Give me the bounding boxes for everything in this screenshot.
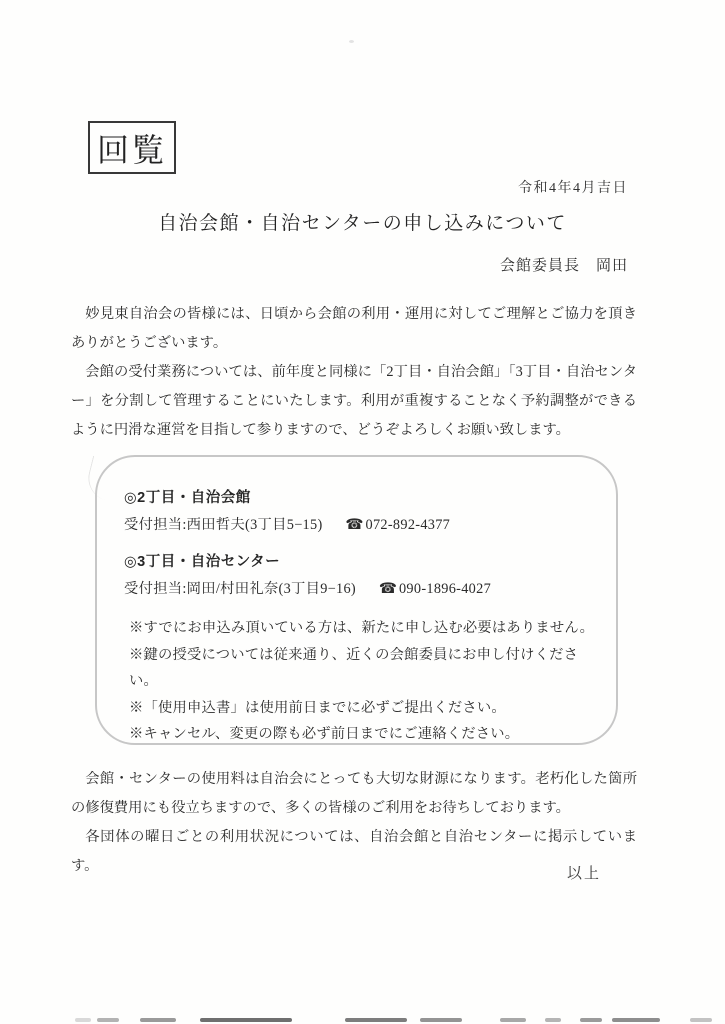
phone-entry-center (379, 581, 491, 597)
contact-info-box (95, 455, 618, 745)
contact-person-center: 受付担当:岡田/村田礼奈(3丁目9−16) (124, 581, 356, 597)
scan-artifact-band (0, 1014, 725, 1024)
document-date: 令和4年4月吉日 (518, 181, 628, 196)
phone-number-center: 090-1896-4027 (398, 581, 492, 597)
note-item: ※キャンセル、変更の際も必ず前日までにご連絡ください。 (129, 726, 520, 742)
circulation-stamp (88, 121, 176, 174)
scan-artifact-mark (97, 1018, 119, 1022)
scan-artifact-mark (140, 1018, 176, 1022)
notes-list (129, 615, 596, 748)
phone-entry-hall (345, 517, 450, 533)
phone-icon: ☎ (345, 517, 364, 533)
contact-section-hall (124, 486, 596, 534)
signature-line: 会館委員長 岡田 (499, 258, 628, 274)
note-item: ※鍵の授受については従来通り、近くの会館委員にお申し付けください。 (129, 646, 579, 689)
scan-artifact-mark (580, 1018, 602, 1022)
scan-artifact-mark (200, 1018, 292, 1022)
section-heading-center: ◎3丁目・自治センター (124, 554, 281, 570)
closing-paragraph-1: 会館・センターの使用料は自治会にとっても大切な財源になります。老朽化した箇所の修復費用にも役立ちますので、多くの皆様のご利用をお待ちしております。 (71, 771, 637, 816)
scan-artifact-mark (545, 1018, 561, 1022)
section-contact-center (124, 578, 596, 598)
intro-paragraphs (71, 300, 637, 445)
scan-artifact-mark (690, 1018, 712, 1022)
note-item: ※「使用申込書」は使用前日までに必ずご提出ください。 (129, 699, 506, 716)
intro-paragraph-2: 会館の受付業務については、前年度と同様に「2丁目・自治会館」「3丁目・自治センター」を分割して管理することにいたします。利用が重複することなく予約調整ができるように円滑な運営を目指して参りますので、どうぞよろしくお願い致します。 (71, 364, 637, 438)
end-mark: 以上 (566, 866, 601, 882)
scan-artifact-mark (612, 1018, 660, 1022)
circulation-stamp-text: 回覧 (96, 131, 167, 168)
contact-person-hall: 受付担当:西田哲夫(3丁目5−15) (124, 517, 323, 533)
note-item: ※すでにお申込み頂いている方は、新たに申し込む必要はありません。 (129, 620, 595, 636)
scan-artifact-mark (75, 1018, 91, 1022)
section-contact-hall (124, 514, 596, 534)
contact-section-center (124, 550, 596, 598)
scan-artifact-mark (500, 1018, 526, 1022)
intro-paragraph-1: 妙見東自治会の皆様には、日頃から会館の利用・運用に対してご理解とご協力を頂きありがとうございます。 (71, 306, 637, 351)
scan-speck (349, 40, 354, 43)
scan-artifact-mark (345, 1018, 407, 1022)
phone-icon: ☎ (378, 581, 397, 597)
phone-number-hall: 072-892-4377 (365, 517, 451, 533)
scan-artifact-mark (420, 1018, 462, 1022)
closing-paragraphs (71, 765, 637, 881)
section-heading-hall: ◎2丁目・自治会館 (124, 490, 251, 506)
closing-paragraph-2: 各団体の曜日ごとの利用状況については、自治会館と自治センターに掲示しています。 (71, 829, 637, 874)
document-title: 自治会館・自治センターの申し込みについて (158, 213, 567, 234)
